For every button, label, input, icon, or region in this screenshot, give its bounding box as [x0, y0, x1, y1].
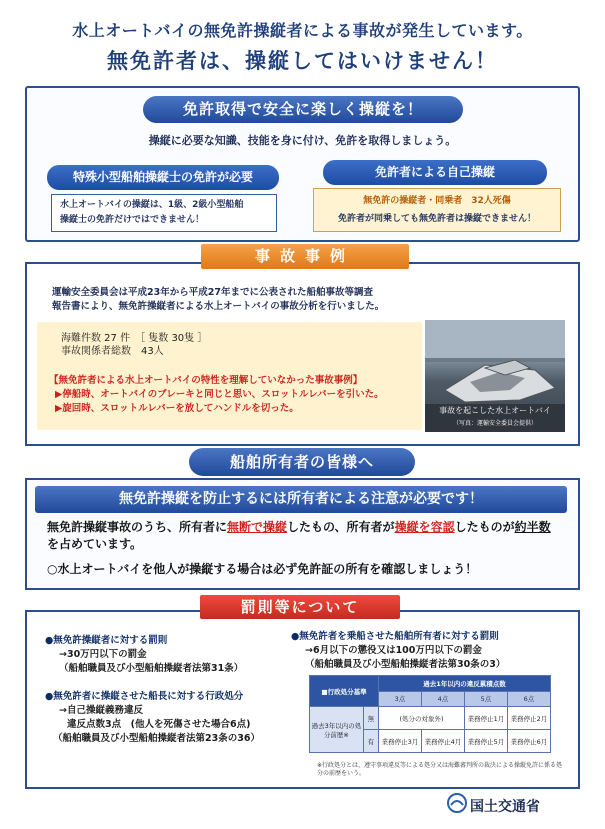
penalty-heading: ●無免許者を乗船させた船舶所有者に対する罰則 [291, 631, 499, 642]
penalty-banner: 罰則等について [200, 595, 400, 619]
penalty-detail: →6月以下の懲役又は100万円以下の罰金 [305, 645, 482, 656]
table-cell: 業務停止1月 [465, 707, 508, 730]
ministry-name: 国土交通省 [470, 799, 540, 815]
table-cell: 業務停止4月 [422, 730, 465, 753]
license-banner: 免許取得で安全に楽しく操縦を！ [143, 96, 463, 123]
special-license-pill: 特殊小型船舶操縦士の免許が必要 [47, 165, 279, 190]
administrative-penalty-table [309, 675, 551, 753]
accident-section [25, 262, 580, 446]
penalty-law: （船舶職員及び小型船舶操縦者法第30条の3） [305, 659, 506, 670]
table-col-header: 3点 [379, 691, 422, 707]
owner-text-highlight: 操縦を容認 [394, 520, 455, 534]
penalty-left-2 [45, 690, 260, 746]
owner-banner: 船舶所有者の皆様へ [189, 448, 415, 476]
accident-intro [52, 286, 452, 314]
penalty-detail: 違反点数3点 (他人を死傷させた場合6点) [67, 719, 251, 730]
photo-caption: 事故を起こした水上オートバイ [439, 406, 551, 415]
table-cell: (処分の対象外) [379, 707, 465, 730]
table-col-header: 6点 [508, 691, 551, 707]
photo-credit: （写真：運輸安全委員会提供） [452, 420, 537, 427]
table-cell: 業務停止6月 [508, 730, 551, 753]
penalty-left-1 [45, 634, 243, 676]
mlit-logo-icon [447, 793, 467, 813]
accident-intro-line: 運輸安全委員会は平成23年から平成27年までに公表された船舶事故等調査 [52, 287, 373, 298]
owner-text-highlight: 無断で操縦 [227, 520, 288, 534]
owner-text-part: したものが [454, 520, 515, 534]
license-lead: 操縦に必要な知識、技能を身に付け、免許を取得しましょう。 [148, 134, 457, 147]
casualty-stat: 無免許の操縦者・同乗者 32人死傷 [363, 196, 511, 206]
owner-sub-banner: 無免許操縦を防止するには所有者による注意が必要です！ [35, 486, 567, 513]
table-col-header: 5点 [465, 691, 508, 707]
accident-intro-line: 報告書により、無免許操縦者による水上オートバイの事故分析を行いました。 [52, 301, 385, 312]
table-cell: 業務停止2月 [508, 707, 551, 730]
owner-text [47, 519, 562, 553]
table-cell: 業務停止3月 [379, 730, 422, 753]
accident-stats-box [37, 322, 422, 430]
penalty-detail: →自己操縦義務違反 [59, 705, 143, 716]
penalty-section [25, 610, 580, 789]
table-cell: 業務停止5月 [465, 730, 508, 753]
penalty-heading: ●無免許操縦者に対する罰則 [45, 635, 168, 646]
penalty-heading: ●無免許者に操縦させた船長に対する行政処分 [45, 691, 244, 702]
accident-banner: 事故事例 [201, 244, 409, 269]
people-count: 事故関係者総数 43人 [61, 346, 164, 357]
license-section [25, 86, 580, 242]
penalty-law: （船舶職員及び小型船舶操縦者法第31条） [59, 663, 244, 674]
header [0, 0, 605, 80]
penalty-law: （船舶職員及び小型船舶操縦者法第23条の36） [53, 733, 260, 744]
owner-check: ○水上オートバイを他人が操縦する場合は必ず免許証の所有を確認しましょう！ [47, 562, 478, 576]
special-license-line: 操縦士の免許だけではできません！ [60, 215, 205, 225]
self-operation-note: 免許者が同乗しても無免許者は操縦できません！ [337, 214, 536, 224]
self-operation-box [313, 188, 561, 232]
table-col-group: 過去1年以内の違反累積点数 [379, 676, 551, 692]
special-license-box [51, 194, 277, 232]
accident-photo [425, 320, 565, 432]
table-corner: ■行政処分基準 [310, 676, 379, 707]
owner-text-part: したもの、所有者が [287, 520, 395, 534]
penalty-right [291, 630, 505, 672]
table-row-label: 有 [363, 730, 378, 753]
header-warning: 水上オートバイの無免許操縦者による事故が発生しています。 [72, 21, 533, 40]
owner-text-part: 無免許操縦事故のうち、所有者に [47, 520, 228, 534]
owner-text-part: を占めています。 [47, 537, 143, 551]
case-heading: 【無免許者による水上オートバイの特性を理解していなかった事故事例】 [49, 375, 363, 386]
owner-section [25, 478, 580, 590]
self-operation-pill: 免許者による自己操縦 [323, 160, 547, 185]
case-item: ▶停船時、オートバイのブレーキと同じと思い、スロットルレバーを引いた。 [55, 389, 384, 400]
owner-text-underline: 約半数 [514, 520, 551, 534]
table-row-group: 過去3年以内の処分前歴※ [310, 707, 364, 753]
table-col-header: 4点 [422, 691, 465, 707]
table-note: ※行政処分とは、遵守事項違反等による処分又は海難審判所の裁決による操縦免許に係る処分の前歴をいう。 [317, 762, 563, 777]
table-row-label: 無 [363, 707, 378, 730]
penalty-detail: →30万円以下の罰金 [59, 649, 147, 660]
accident-stats [61, 332, 207, 358]
header-title: 無免許者は、操縦してはいけません！ [107, 49, 498, 73]
case-item: ▶旋回時、スロットルレバーを放してハンドルを切った。 [55, 403, 299, 414]
special-license-line: 水上オートバイの操縦は、1級、2級小型船舶 [60, 200, 244, 210]
incident-count: 海難件数 27 件 ［ 隻数 30隻 ］ [61, 333, 208, 344]
